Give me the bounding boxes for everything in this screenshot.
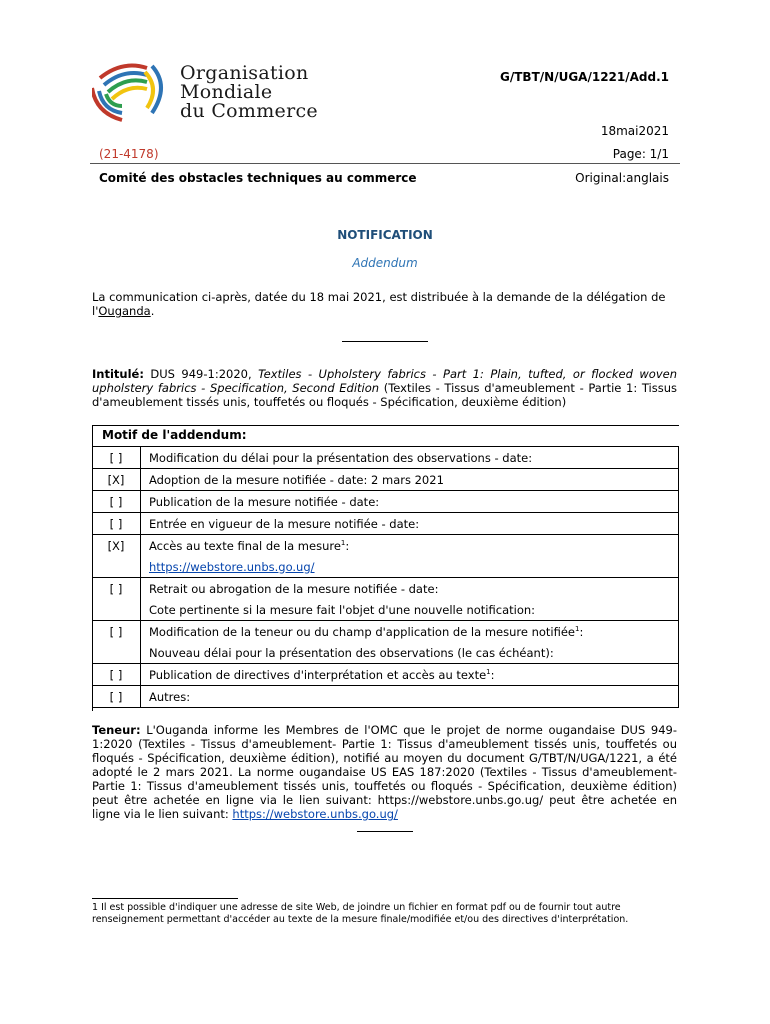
teneur-text: L'Ouganda informe les Membres de l'OMC que le projet de norme ougandaise DUS 949-1:2020 (Textiles - Tissus d'ameublement- Partie 1: Tissus d'ameublement tissés unis, touffetés ou floqués - Spécification, deuxième édition), notifié au moyen du document G/TBT/N/UGA/1221, a été adopté le 2 mars 2021. La norme ougandaise US EAS 187:2020 (Textiles - Tissus d'ameublement- Partie 1: Tissus d'ameublement tissés unis, touffetés ou floqués - Spécification, deuxième édition) peut être achetée en ligne via le lien suivant: https://webstore.unbs.go.ug/ peut être achetée en ligne via le lien suivant:	[92, 723, 677, 821]
row-subtext: Nouveau délai pour la présentation des observations (le cas échéant):	[141, 642, 679, 664]
section-divider	[342, 341, 428, 342]
checkbox-mark: [ ]	[92, 513, 141, 535]
table-row	[92, 469, 679, 491]
row-link	[141, 556, 679, 578]
row-text: Entrée en vigueur de la mesure notifiée - date:	[141, 513, 679, 535]
table-row	[92, 535, 679, 557]
row-text: Publication de la mesure notifiée - date:	[141, 491, 679, 513]
checkbox-mark: [X]	[92, 469, 141, 491]
country-name: Ouganda	[98, 304, 151, 318]
table-row	[92, 642, 679, 664]
footnote: 1 Il est possible d'indiquer une adresse de site Web, de joindre un fichier en format pdf ou de fournir tout autre renseignement permettant d'accéder au texte de la mesure finale/modifiée et/ou des directives d'interprétation.	[92, 902, 629, 925]
addendum-subtitle: Addendum	[352, 256, 418, 270]
intro-paragraph	[92, 290, 677, 318]
teneur-link[interactable]: https://webstore.unbs.go.ug/	[232, 807, 398, 821]
row-text: Publication de directives d'interprétation et accès au texte$^1$:	[141, 664, 679, 686]
row-text: Modification du délai pour la présentation des observations - date:	[141, 447, 679, 469]
table-row	[92, 491, 679, 513]
title-code: DUS 949-1:2020,	[143, 367, 259, 381]
row-subtext: Cote pertinente si la mesure fait l'objet d'une nouvelle notification:	[141, 599, 679, 621]
document-date: 18mai2021	[600, 124, 669, 138]
checkbox-mark: [ ]	[92, 686, 141, 708]
intro-end: .	[150, 304, 155, 318]
row-text: Accès au texte final de la mesure$^1$:	[141, 535, 679, 557]
motif-table	[92, 446, 679, 708]
teneur-label: Teneur:	[92, 723, 141, 737]
header-divider	[90, 163, 680, 164]
committee-name: Comité des obstacles techniques au commerce	[99, 171, 417, 185]
logo-line-2: Mondiale	[180, 81, 273, 103]
title-paragraph	[92, 367, 677, 409]
table-row	[92, 599, 679, 621]
wto-logo-icon	[92, 58, 172, 128]
page-number: Page: 1/1	[612, 147, 669, 161]
motif-title: Motif de l'addendum:	[102, 428, 247, 442]
checkbox-mark: [ ]	[92, 664, 141, 686]
table-row	[92, 447, 679, 469]
checkbox-mark: [ ]	[92, 578, 141, 621]
table-row	[92, 513, 679, 535]
title-italic: Textiles - Upholstery fabrics - Part 1: Plain, tufted, or flocked woven upholstery fabrics - Specification, Second Edition	[92, 367, 677, 395]
logo-line-1: Organisation	[180, 62, 309, 84]
end-divider	[357, 831, 413, 832]
table-row	[92, 621, 679, 643]
table-row	[92, 556, 679, 578]
row-text: Modification de la teneur ou du champ d'application de la mesure notifiée$^1$:	[141, 621, 679, 643]
reference-number: (21-4178)	[99, 147, 159, 161]
table-row	[92, 578, 679, 600]
wto-logo-text	[180, 64, 318, 121]
logo-line-3: du Commerce	[180, 100, 318, 122]
webstore-link[interactable]: https://webstore.unbs.go.ug/	[149, 559, 315, 574]
row-text: Autres:	[141, 686, 679, 708]
title-label: Intitulé:	[92, 367, 144, 381]
table-row	[92, 664, 679, 686]
checkbox-mark: [ ]	[92, 491, 141, 513]
teneur-paragraph	[92, 723, 677, 821]
title-translation: (Textiles - Tissus d'ameublement - Partie 1: Tissus d'ameublement tissés unis, touffetés ou floqués - Spécification, deuxième édition)	[92, 381, 677, 409]
notification-title: NOTIFICATION	[337, 228, 433, 242]
checkbox-mark: [X]	[92, 535, 141, 578]
document-number: G/TBT/N/UGA/1221/Add.1	[500, 70, 669, 84]
original-language: Original:anglais	[575, 171, 669, 185]
table-row	[92, 686, 679, 708]
checkbox-mark: [ ]	[92, 447, 141, 469]
row-text: Retrait ou abrogation de la mesure notifiée - date:	[141, 578, 679, 600]
intro-text: La communication ci-après, datée du 18 mai 2021, est distribuée à la demande de la délégation de l'	[92, 290, 666, 318]
footnote-divider	[92, 898, 238, 899]
row-text: Adoption de la mesure notifiée - date: 2 mars 2021	[141, 469, 679, 491]
checkbox-mark: [ ]	[92, 621, 141, 664]
